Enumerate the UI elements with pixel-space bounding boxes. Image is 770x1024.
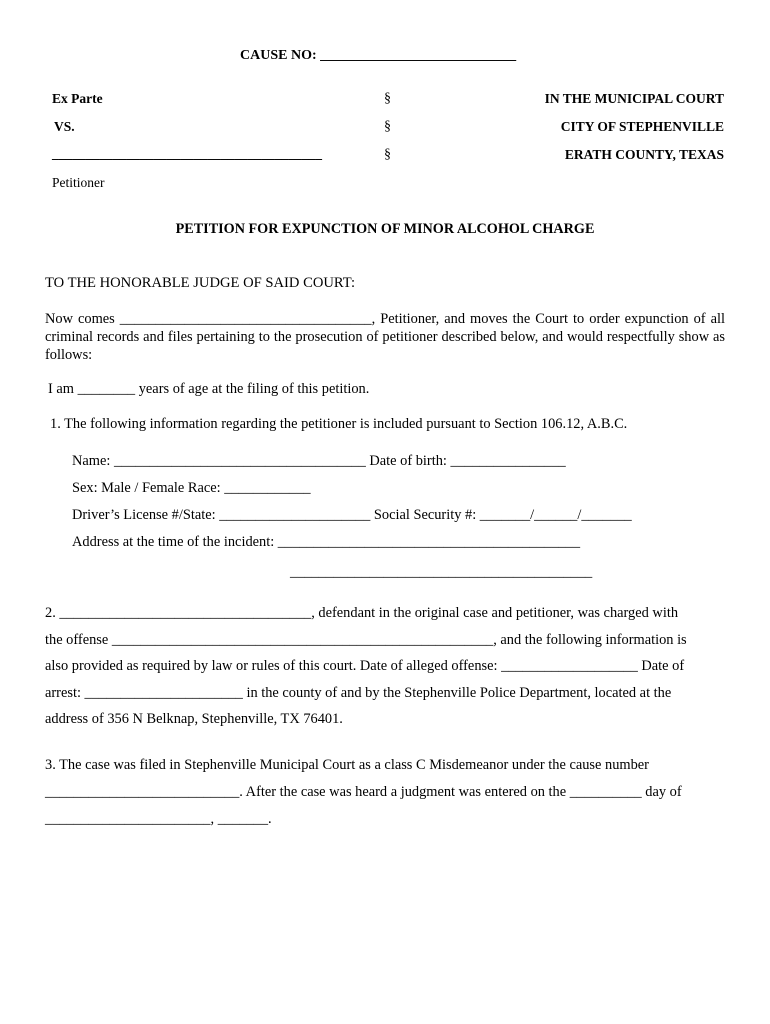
sex-race-line: Sex: Male / Female Race: ____________: [72, 480, 311, 496]
petitioner-label: Petitioner: [52, 175, 105, 190]
intro-paragraph: Now comes ___________________________________, Petitioner, and moves the Court to order expunction of all criminal records and files pertaining to the prosecution of petitioner described below, and would respectfully show as follows:: [45, 311, 725, 363]
vs-label: VS.: [54, 119, 75, 134]
item-2-line-1: 2. ___________________________________, defendant in the original case and petitioner, was charged with: [45, 605, 679, 621]
section-mark-1: §: [384, 91, 391, 106]
address-line-continued: __________________________________________: [290, 564, 593, 580]
item-3-line-1: 3. The case was filed in Stephenville Municipal Court as a class C Misdemeanor under the cause number: [45, 757, 649, 773]
age-line: I am ________ years of age at the filing of this petition.: [48, 381, 370, 397]
item-2-line-2: the offense _____________________________________________________, and the following information is: [45, 632, 687, 648]
item-2-line-5: address of 356 N Belknap, Stephenville, TX 76401.: [45, 711, 343, 727]
address-line: Address at the time of the incident: __________________________________________: [72, 534, 581, 550]
license-ssn-line: Driver’s License #/State: _____________________ Social Security #: _______/______/_______: [72, 507, 632, 523]
item-3-line-3: _______________________, _______.: [45, 811, 272, 827]
item-3-line-2: ___________________________. After the case was heard a judgment was entered on the __________ day of: [45, 784, 682, 800]
salutation: TO THE HONORABLE JUDGE OF SAID COURT:: [45, 275, 356, 291]
ex-parte-label: Ex Parte: [52, 91, 103, 106]
item-1-text: 1. The following information regarding the petitioner is included pursuant to Section 106.12, A.B.C.: [50, 416, 628, 432]
section-mark-3: §: [384, 147, 391, 162]
item-2-line-3: also provided as required by law or rules of this court. Date of alleged offense: ___________________ Date of: [45, 658, 685, 674]
document-title: PETITION FOR EXPUNCTION OF MINOR ALCOHOL CHARGE: [175, 221, 595, 237]
county-name: ERATH COUNTY, TEXAS: [564, 147, 724, 162]
petitioner-name-blank: ________________________________________: [52, 146, 322, 161]
section-mark-2: §: [384, 119, 391, 134]
item-2-line-4: arrest: ______________________ in the county of and by the Stephenville Police Department, located at the: [45, 685, 672, 701]
court-name: IN THE MUNICIPAL COURT: [544, 91, 724, 106]
cause-number-line: CAUSE NO: ____________________________: [240, 48, 517, 63]
city-name: CITY OF STEPHENVILLE: [560, 119, 724, 134]
name-dob-line: Name: ___________________________________ Date of birth: ________________: [72, 453, 566, 469]
